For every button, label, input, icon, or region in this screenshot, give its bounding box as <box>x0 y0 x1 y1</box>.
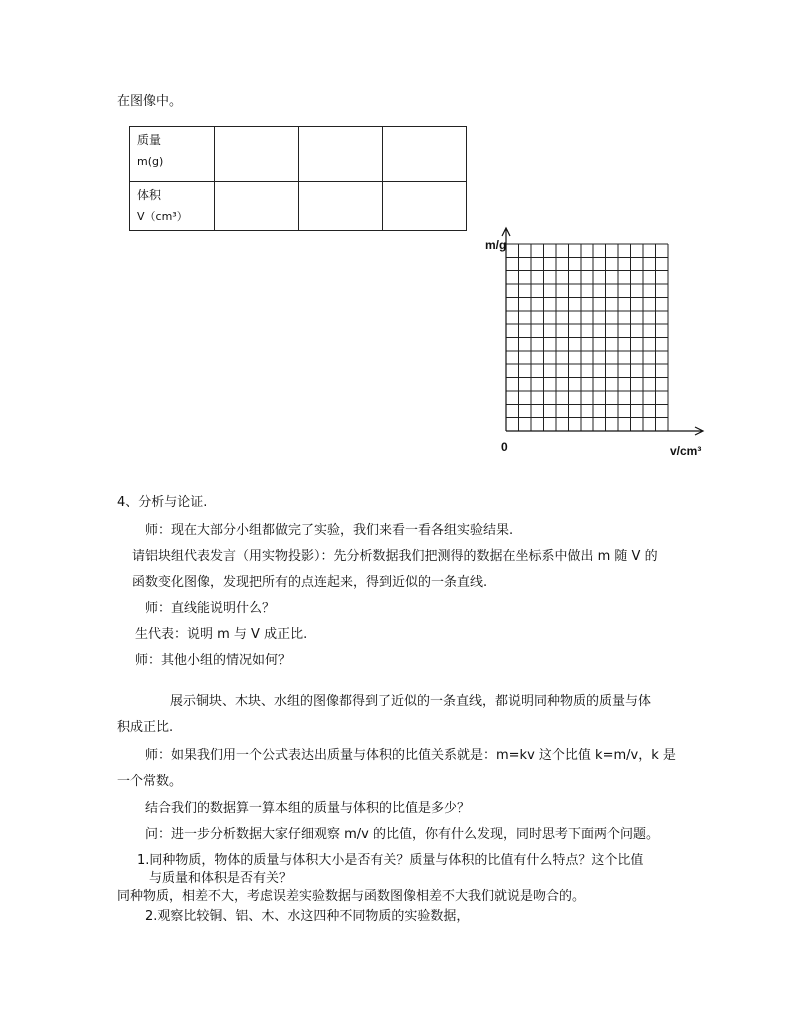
table-cell <box>215 182 299 231</box>
body-line: 展示铜块、木块、水组的图像都得到了近似的一条直线，都说明同种物质的质量与体 <box>170 694 652 709</box>
body-line: 师：现在大部分小组都做完了实验，我们来看一看各组实验结果. <box>145 523 514 538</box>
table-row-header <box>130 182 215 231</box>
table-row-mass <box>130 127 467 182</box>
body-line: 与质量和体积是否有关？ <box>149 871 293 886</box>
section-heading: 4、分析与论证. <box>117 495 208 510</box>
table-row-header <box>130 127 215 182</box>
body-line: 请铝块组代表发言（用实物投影）：先分析数据我们把测得的数据在坐标系中做出 m 随 V 的 <box>132 549 658 564</box>
data-table <box>129 126 467 231</box>
body-line: 结合我们的数据算一算本组的质量与体积的比值是多少？ <box>145 801 471 816</box>
coordinate-grid <box>480 225 720 465</box>
body-line: 师：其他小组的情况如何？ <box>135 653 292 668</box>
intro-text: 在图像中。 <box>117 94 183 109</box>
body-line: 积成正比. <box>117 720 174 735</box>
body-line: 问：进一步分析数据大家仔细观察 m/v 的比值，你有什么发现，同时思考下面两个问题。 <box>145 827 660 842</box>
body-line: 函数变化图像，发现把所有的点连起来，得到近似的一条直线. <box>132 575 488 590</box>
volume-unit-label: V（cm³） <box>137 210 188 223</box>
body-line: 师：如果我们用一个公式表达出质量与体积的比值关系就是：m=kv 这个比值 k=m/v，k 是 <box>145 748 676 763</box>
y-axis-label: m/g <box>485 238 507 252</box>
mass-unit-label: m(g) <box>137 155 164 168</box>
x-axis-label: v/cm³ <box>670 444 702 458</box>
table-cell <box>383 182 467 231</box>
table-cell <box>299 127 383 182</box>
body-line: 一个常数。 <box>117 774 183 789</box>
body-line: 师：直线能说明什么？ <box>145 601 276 616</box>
table-cell <box>299 182 383 231</box>
body-line: 同种物质，相差不大，考虑误差实验数据与函数图像相差不大我们就说是吻合的。 <box>117 889 586 904</box>
body-line: 生代表：说明 m 与 V 成正比. <box>135 627 308 642</box>
table-cell <box>383 127 467 182</box>
table-cell <box>215 127 299 182</box>
volume-label: 体积 <box>137 188 162 202</box>
mass-label: 质量 <box>137 133 162 147</box>
table-row-volume <box>130 182 467 231</box>
body-line: 2.观察比较铜、铝、木、水这四种不同物质的实验数据， <box>145 909 470 924</box>
origin-label: 0 <box>501 440 508 454</box>
grid-lines <box>506 244 668 431</box>
body-line: 1.同种物质，物体的质量与体积大小是否有关？质量与体积的比值有什么特点？这个比值 <box>137 853 644 868</box>
